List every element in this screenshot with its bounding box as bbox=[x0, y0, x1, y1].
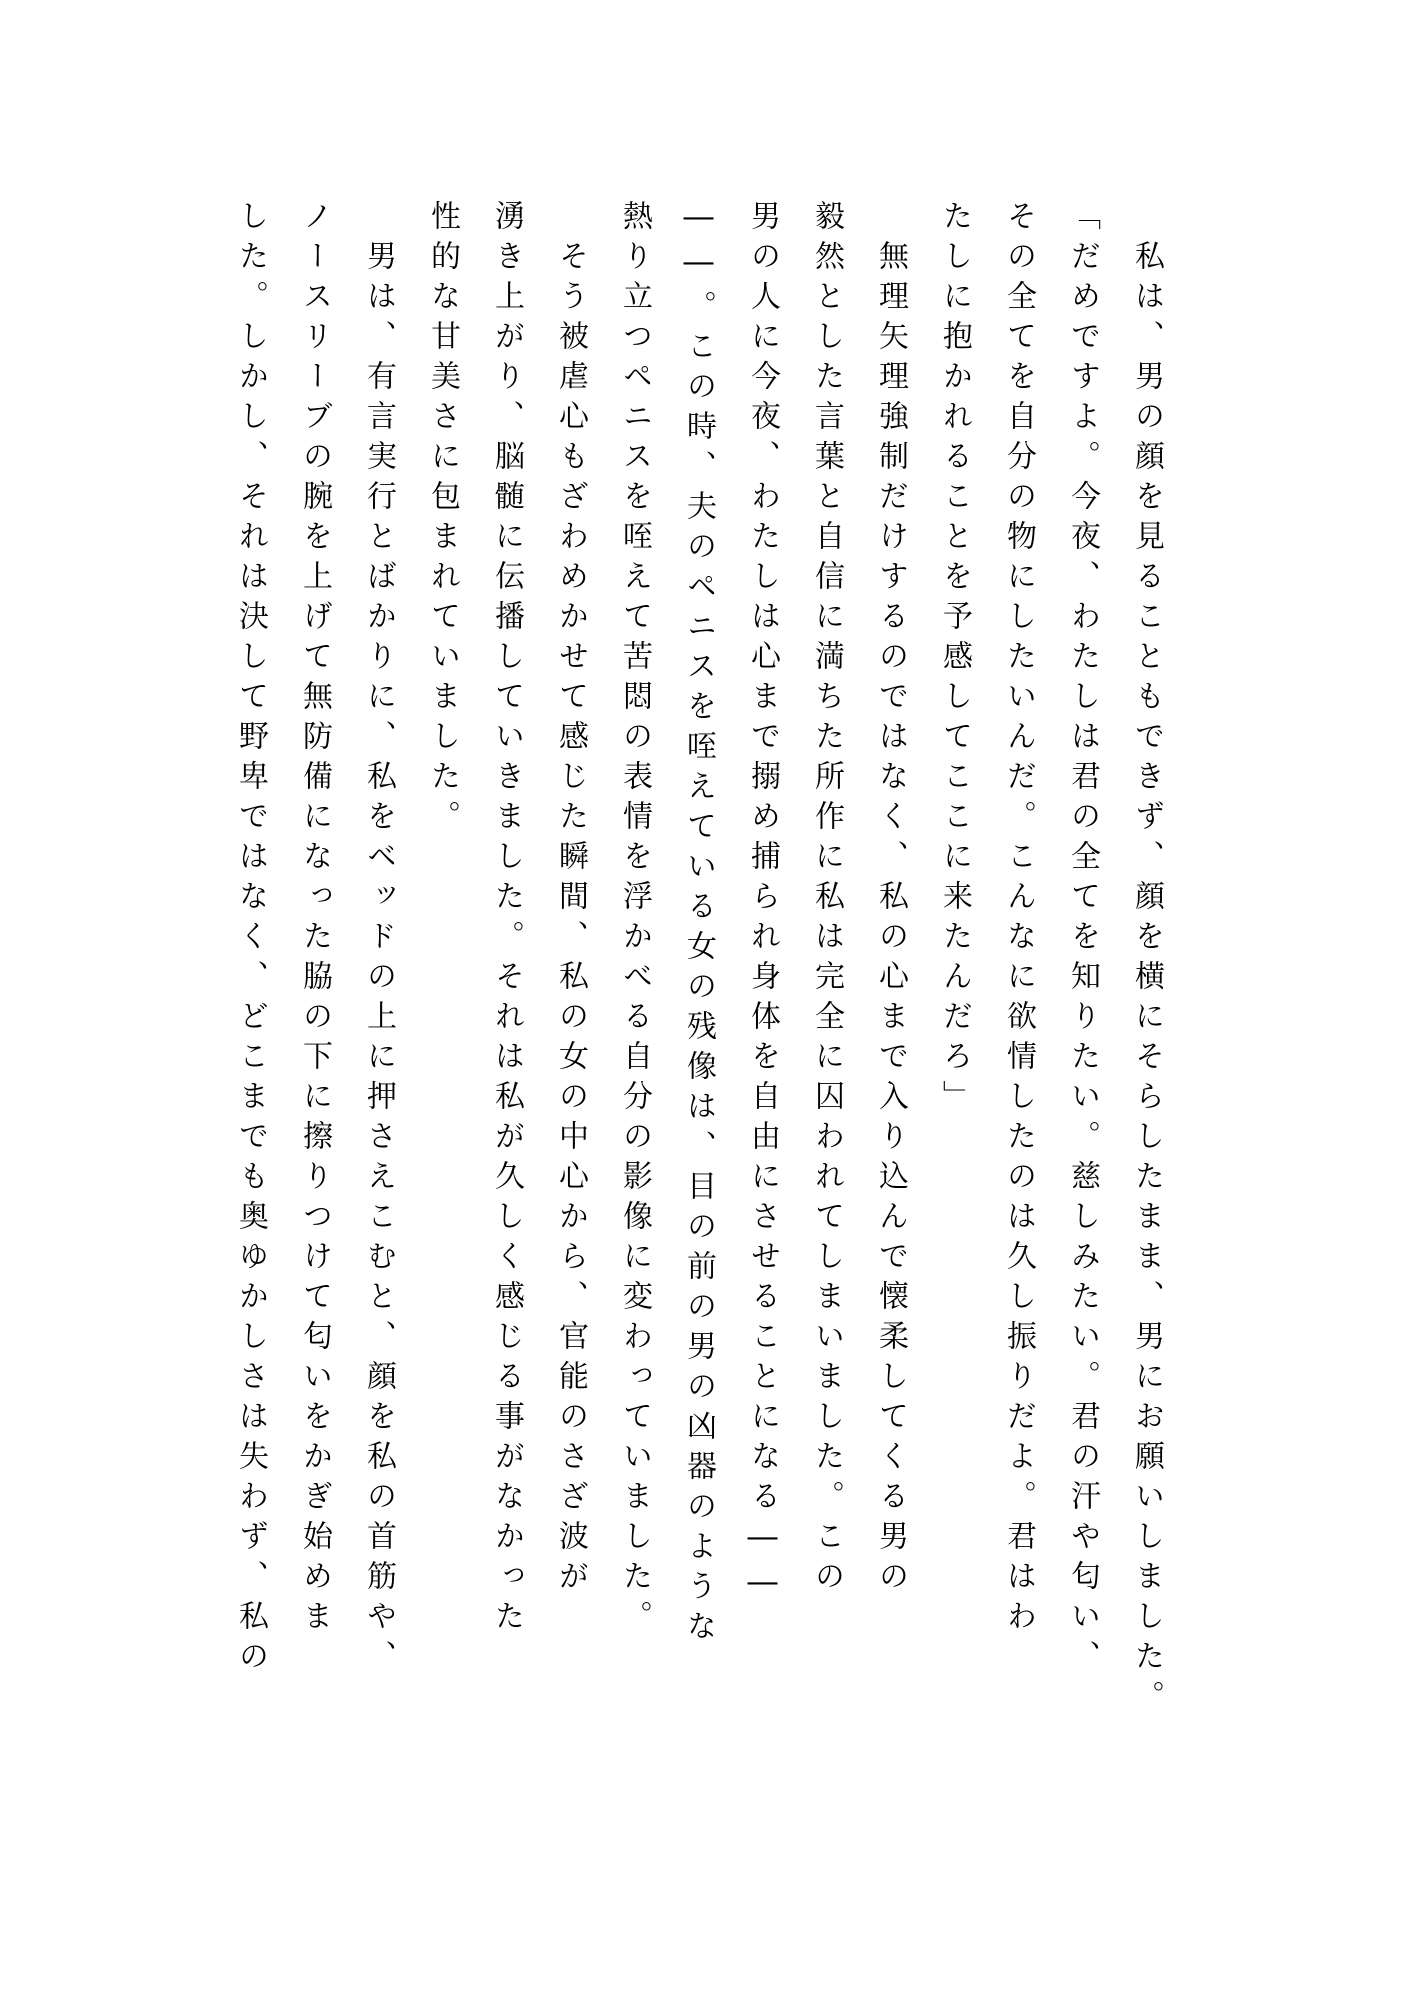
text-line-1: 私は、男の顔を見ることもできず、顔を横にそらしたまま、男にお願いしました。 bbox=[1129, 200, 1164, 1720]
text-line-6: 毅然とした言葉と自信に満ちた所作に私は完全に囚われてしまいました。この bbox=[809, 200, 844, 1600]
text-line-15: した。しかし、それは決して野卑ではなく、どこまでも奥ゆかしさは失わず、私の bbox=[233, 200, 268, 1680]
text-line-10: そう被虐心もざわめかせて感じた瞬間、私の女の中心から、官能のさざ波が bbox=[553, 200, 588, 1600]
text-line-11: 湧き上がり、脳髄に伝播していきました。それは私が久しく感じる事がなかった bbox=[489, 200, 524, 1640]
text-line-13: 男は、有言実行とばかりに、私をベッドの上に押さえこむと、顔を私の首筋や、 bbox=[361, 200, 396, 1680]
text-line-3: その全てを自分の物にしたいんだ。こんなに欲情したのは久し振りだよ。君はわ bbox=[1001, 200, 1036, 1640]
text-line-7: 男の人に今夜、わたしは心まで搦め捕られ身体を自由にさせることになる―― bbox=[745, 200, 780, 1610]
text-line-4: たしに抱かれることを予感してここに来たんだろ」 bbox=[937, 200, 972, 1120]
vertical-text-block bbox=[218, 200, 1178, 1840]
text-line-9: 熱り立つペニスを咥えて苦悶の表情を浮かべる自分の影像に変わっていました。 bbox=[617, 200, 652, 1640]
text-line-14: ノースリーブの腕を上げて無防備になった脇の下に擦りつけて匂いをかぎ始めま bbox=[297, 200, 332, 1640]
text-line-12: 性的な甘美さに包まれていました。 bbox=[425, 200, 460, 840]
text-line-5: 無理矢理強制だけするのではなく、私の心まで入り込んで懐柔してくる男の bbox=[873, 200, 908, 1600]
text-line-2: 「だめですよ。今夜、わたしは君の全てを知りたい。慈しみたい。君の汗や匂い、 bbox=[1065, 200, 1100, 1680]
text-line-8: ――。この時、夫のペニスを咥えている女の残像は、目の前の男の凶器のような bbox=[681, 200, 716, 1650]
